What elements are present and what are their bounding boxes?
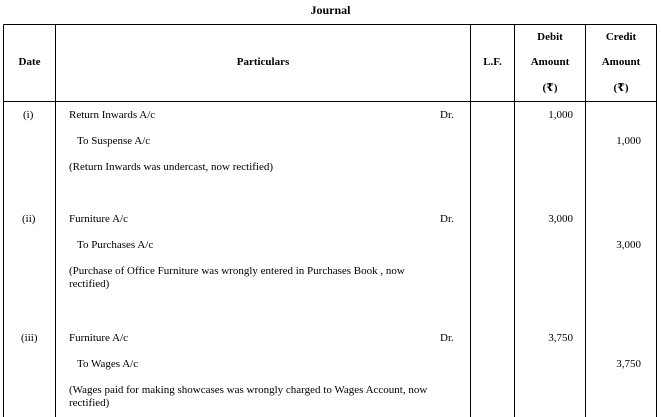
entry-debit-amount: 3,000 [548,213,573,225]
header-date: Date [18,56,41,68]
header-debit-line3: (₹) [542,82,558,94]
entry-credit-account: To Purchases A/c [77,239,154,251]
entry-credit-amount: 3,750 [616,358,641,370]
entry-credit-amount: 1,000 [616,135,641,147]
entry-credit-amount: 3,000 [616,239,641,251]
entry-dr-marker: Dr. [440,109,454,121]
entry-debit-account: Furniture A/c [69,332,128,344]
entry-debit-amount: 3,750 [548,332,573,344]
header-debit-line1: Debit [537,31,563,43]
header-particulars: Particulars [236,56,290,68]
entry-date: (ii) [22,213,36,225]
entry-debit-account: Return Inwards A/c [69,109,156,121]
entry-credit-account: To Wages A/c [77,358,139,370]
entry-date: (i) [23,109,34,121]
entry-narration: (Purchase of Office Furniture was wrongly entered in Purchases Book , now rectified) [69,265,405,290]
journal-title: Journal [310,3,351,17]
header-debit-line2: Amount [530,56,570,68]
entry-debit-account: Furniture A/c [69,213,128,225]
entry-narration: (Return Inwards was undercast, now rectified) [69,161,274,173]
entry-date: (iii) [21,332,38,344]
entry-narration: (Wages paid for making showcases was wrongly charged to Wages Account, now rectified) [69,384,428,409]
header-lf: L.F. [483,56,502,68]
header-credit-line2: Amount [601,56,641,68]
entry-dr-marker: Dr. [440,213,454,225]
entry-dr-marker: Dr. [440,332,454,344]
header-credit-line3: (₹) [613,82,629,94]
entry-credit-account: To Suspense A/c [77,135,151,147]
header-credit-line1: Credit [605,31,637,43]
entry-debit-amount: 1,000 [548,109,573,121]
